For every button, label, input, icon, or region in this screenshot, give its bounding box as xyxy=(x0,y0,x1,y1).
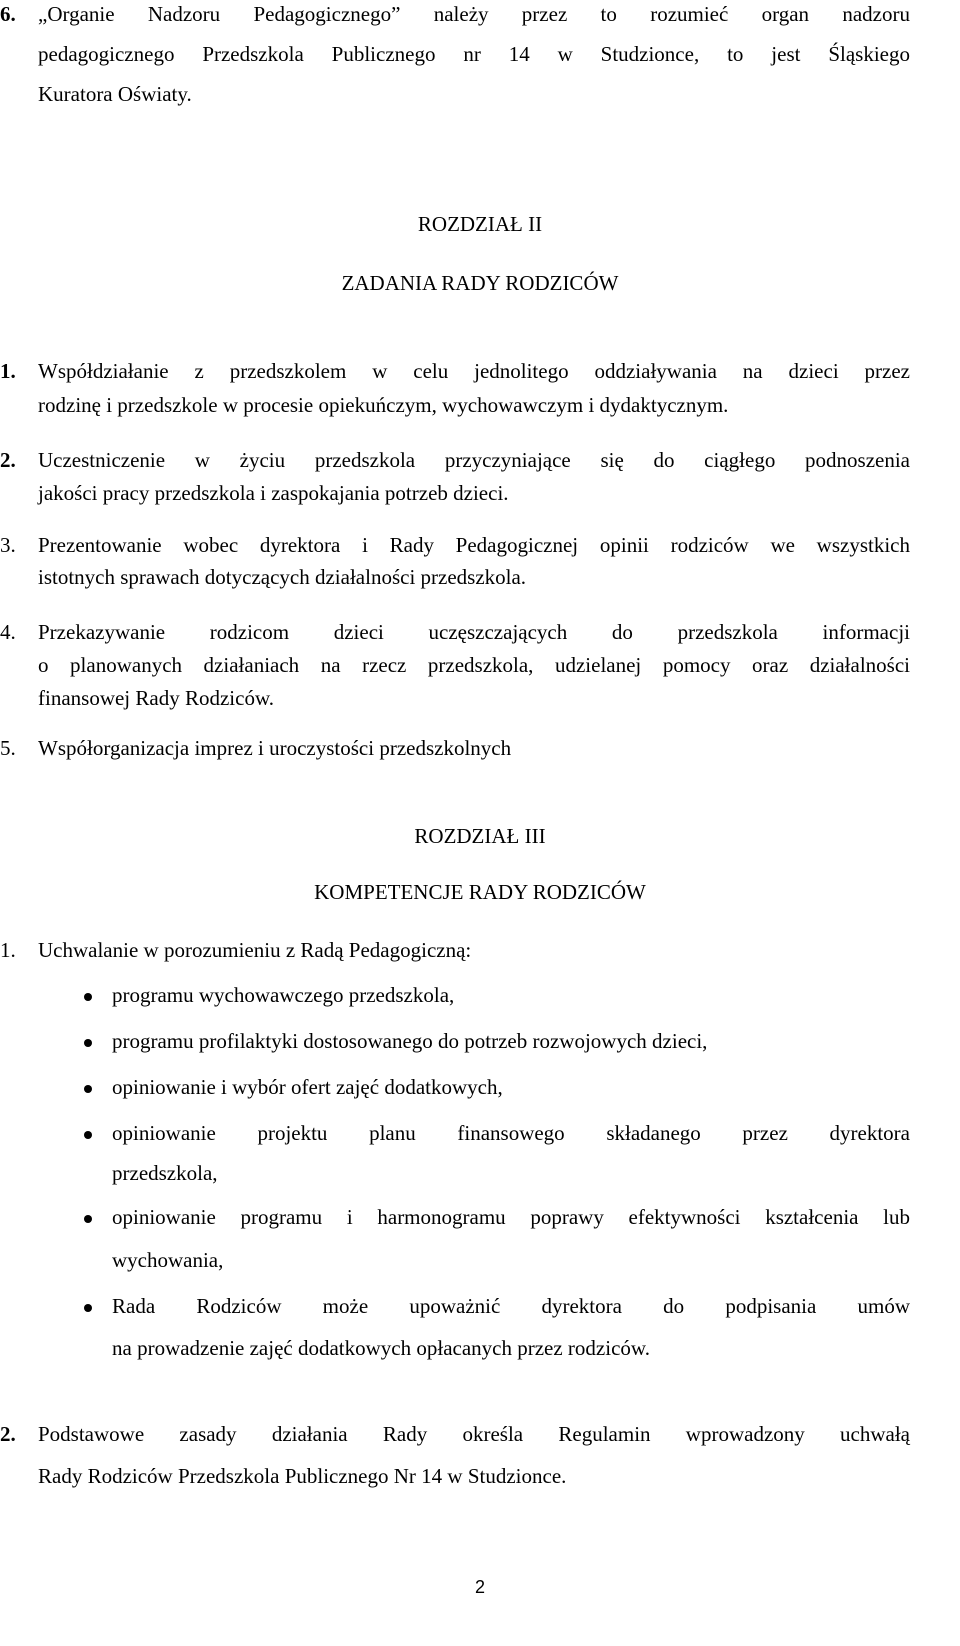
chapter-heading: ROZDZIAŁ III xyxy=(414,824,546,848)
chapter-heading: ROZDZIAŁ II xyxy=(417,212,543,236)
bullet-text: programu wychowawczego przedszkola, xyxy=(112,983,455,1007)
bullet-icon xyxy=(84,1039,92,1047)
paragraph-line: „Organie Nadzoru Pedagogicznego” należy przez to rozumieć organ nadzoru xyxy=(38,2,910,26)
bullet-icon xyxy=(84,1304,92,1312)
item-number: 2. xyxy=(0,448,16,472)
paragraph-line: Kuratora Oświaty. xyxy=(38,82,192,106)
paragraph-line: finansowej Rady Rodziców. xyxy=(38,686,275,710)
paragraph-line: Podstawowe zasady działania Rady określa Regulamin wprowadzony uchwałą xyxy=(38,1422,910,1446)
bullet-icon xyxy=(84,993,92,1001)
paragraph-line: rodzinę i przedszkole w procesie opiekuńczym, wychowawczym i dydaktycznym. xyxy=(38,393,729,417)
bullet-text: opiniowanie projektu planu finansowego składanego przez dyrektora xyxy=(112,1121,910,1145)
paragraph-line: Przekazywanie rodzicom dzieci uczęszczających do przedszkola informacji xyxy=(38,620,910,644)
bullet-text: opiniowanie programu i harmonogramu poprawy efektywności kształcenia lub xyxy=(112,1205,910,1229)
paragraph-line: Prezentowanie wobec dyrektora i Rady Pedagogicznej opinii rodziców we wszystkich xyxy=(38,533,910,557)
bullet-text: przedszkola, xyxy=(112,1161,218,1185)
bullet-text: Rada Rodziców może upoważnić dyrektora do podpisania umów xyxy=(112,1294,910,1318)
bullet-text: opiniowanie i wybór ofert zajęć dodatkowych, xyxy=(112,1075,503,1099)
paragraph-line: Współdziałanie z przedszkolem w celu jednolitego oddziaływania na dzieci przez xyxy=(38,359,910,383)
paragraph-line: jakości pracy przedszkola i zaspokajania potrzeb dzieci. xyxy=(38,481,509,505)
paragraph-line: Uchwalanie w porozumieniu z Radą Pedagogiczną: xyxy=(38,938,472,962)
paragraph-line: o planowanych działaniach na rzecz przedszkola, udzielanej pomocy oraz działalności xyxy=(38,653,910,677)
paragraph-line: pedagogicznego Przedszkola Publicznego nr 14 w Studzionce, to jest Śląskiego xyxy=(38,42,910,66)
item-number: 5. xyxy=(0,736,16,760)
bullet-text: programu profilaktyki dostosowanego do potrzeb rozwojowych dzieci, xyxy=(112,1029,708,1053)
bullet-icon xyxy=(84,1131,92,1139)
item-number: 2. xyxy=(0,1422,16,1446)
item-number: 3. xyxy=(0,533,16,557)
paragraph-line: Współorganizacja imprez i uroczystości przedszkolnych xyxy=(38,736,512,760)
bullet-icon xyxy=(84,1215,92,1223)
item-number: 4. xyxy=(0,620,16,644)
paragraph-line: Uczestniczenie w życiu przedszkola przyczyniające się do ciągłego podnoszenia xyxy=(38,448,910,472)
item-number: 1. xyxy=(0,938,16,962)
page-number: 2 xyxy=(474,1577,485,1597)
chapter-subheading: ZADANIA RADY RODZICÓW xyxy=(341,271,619,295)
paragraph-line: Rady Rodziców Przedszkola Publicznego Nr 14 w Studzionce. xyxy=(38,1464,567,1488)
paragraph-line: istotnych sprawach dotyczących działalności przedszkola. xyxy=(38,565,527,589)
bullet-icon xyxy=(84,1085,92,1093)
item-number: 1. xyxy=(0,359,16,383)
item-number: 6. xyxy=(0,2,16,26)
chapter-subheading: KOMPETENCJE RADY RODZICÓW xyxy=(314,880,646,904)
bullet-text: na prowadzenie zajęć dodatkowych opłacanych przez rodziców. xyxy=(112,1336,650,1360)
bullet-text: wychowania, xyxy=(112,1248,224,1272)
